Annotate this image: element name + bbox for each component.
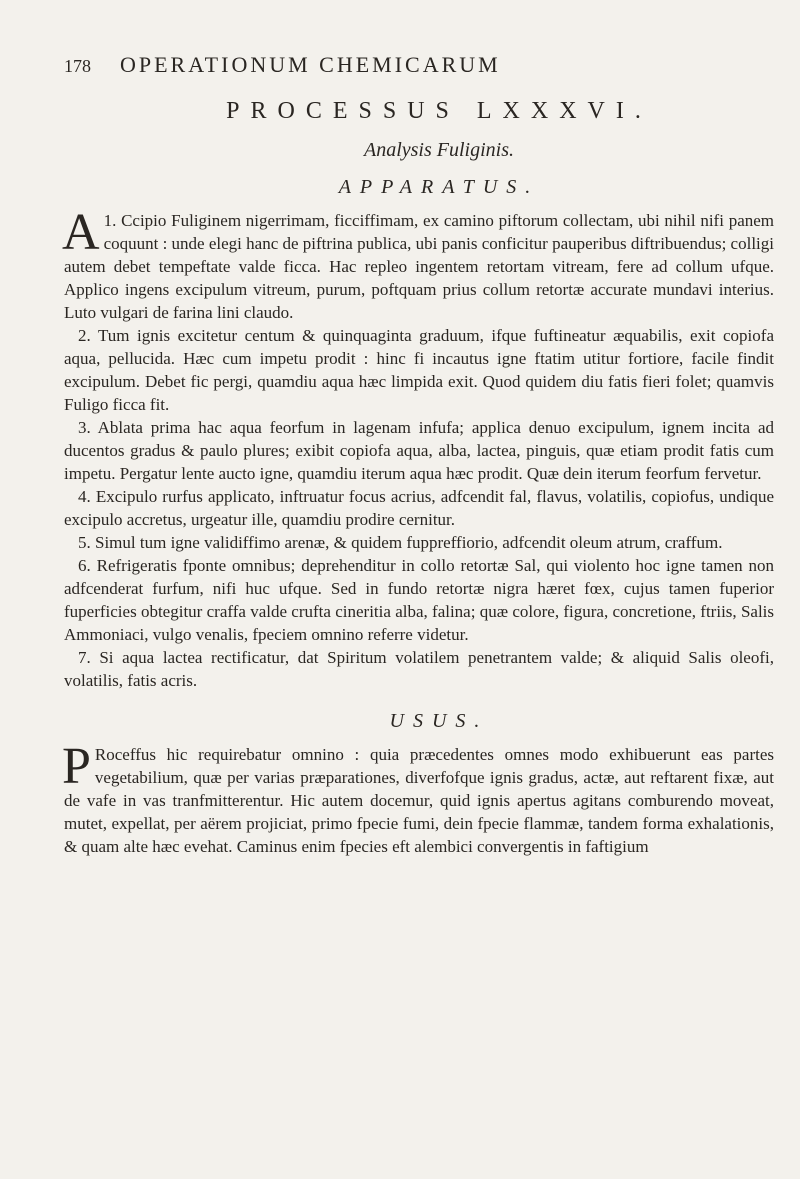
- drop-cap: P: [62, 738, 91, 795]
- paragraph-text: Ccipio Fuliginem nigerrimam, ficciffimam, ex camino piftorum collectam, ubi nihil nifi panem coquunt : unde elegi hanc de piftrina publica, ubi panis conficitur pauperibus diftribuendus; colligi autem debet tempeftate valde ficca. Hac repleo ingentem retortam vitream, fere ad collum ufque. Applico ingens excipulum vitreum, purum, poftquam prius collum retortæ accurate mundavi interius. Luto vulgari de farina lini claudo.: [64, 211, 775, 322]
- paragraph-4: 4. Excipulo rurfus applicato, inftruatur focus acrius, adfcendit fal, flavus, volatilis, copiofus, undique excipulo accretus, urgeatur ille, quamdiu prodire cernitur.: [64, 487, 774, 529]
- apparatus-title: APPARATUS.: [338, 176, 540, 198]
- paragraph-7: 7. Si aqua lactea rectificatur, dat Spiritum volatilem penetrantem valde; & aliquid Salis oleofi, volatilis, fatis acris.: [64, 648, 774, 690]
- subtitle: Analysis Fuliginis.: [364, 139, 514, 161]
- usus-title: USUS.: [389, 710, 489, 732]
- drop-cap: A: [62, 204, 100, 261]
- paragraph-3: 3. Ablata prima hac aqua feorfum in lagenam infufa; applica denuo excipulum, ignem incita ad ducentos gradus & paulo plures; exibit copiofa aqua, alba, lactea, pinguis, quæ etiam prodit fatis cum impetu. Pergatur lente aucto igne, quamdiu iterum aqua hæc prodit. Quæ dein iterum feorfum fervetur.: [64, 418, 774, 483]
- apparatus-text: [62, 204, 775, 692]
- running-title: OPERATIONUM CHEMICARUM: [120, 52, 501, 77]
- paragraph-text: Roceffus hic requirebatur omnino : quia præcedentes omnes modo exhibuerunt eas partes vegetabilium, quæ per varias præparationes, diverfofque ignis gradus, actæ, aut reftarent fixæ, aut de vafe in vas tranfmitterentur. Hic autem docemur, quid ignis apertus agitans comburendo moveat, mutet, expellat, per aërem projiciat, primo fpecie fumi, dein fpecie flammæ, tandem forma exhalationis, & quam alte hæc evehat. Caminus enim fpecies eft alembici convergentis in faftigium: [64, 745, 774, 856]
- paragraph-number: 1.: [103, 211, 117, 230]
- running-head: [64, 52, 774, 84]
- usus-paragraph: [62, 738, 774, 858]
- usus-text: [62, 738, 774, 858]
- page-number: 178: [64, 56, 91, 76]
- paragraph-5: 5. Simul tum igne validiffimo arenæ, & quidem fuppreffiorio, adfcendit oleum atrum, craffum.: [78, 533, 723, 552]
- paragraph-2: 2. Tum ignis excitetur centum & quinquaginta graduum, ifque fuftineatur æquabilis, exit copiofa aqua, pellucida. Hæc cum impetu prodit : hinc fi incautus igne ftatim utitur fortiore, facile findit excipulum. Debet fic pergi, quamdiu aqua hæc limpida exit. Quod quidem diu fatis fieri folet; quamvis Fuligo ficca fit.: [64, 326, 774, 414]
- process-title: PROCESSUS LXXXVI.: [226, 98, 652, 124]
- paragraph-6: 6. Refrigeratis fponte omnibus; deprehenditur in collo retortæ Sal, qui violento hoc igne tamen non adfcenderat furfum, nifi huc ufque. Sed in fundo retortæ nigra hæret fœx, cujus tamen fuperior fuperficies obtegitur craffa valde crufta cineritia alba, falina; quæ colore, figura, concretione, ftriis, Salis Ammoniaci, vulgo venalis, fpeciem omnino referre videtur.: [64, 556, 774, 644]
- paragraph-1: [62, 204, 775, 324]
